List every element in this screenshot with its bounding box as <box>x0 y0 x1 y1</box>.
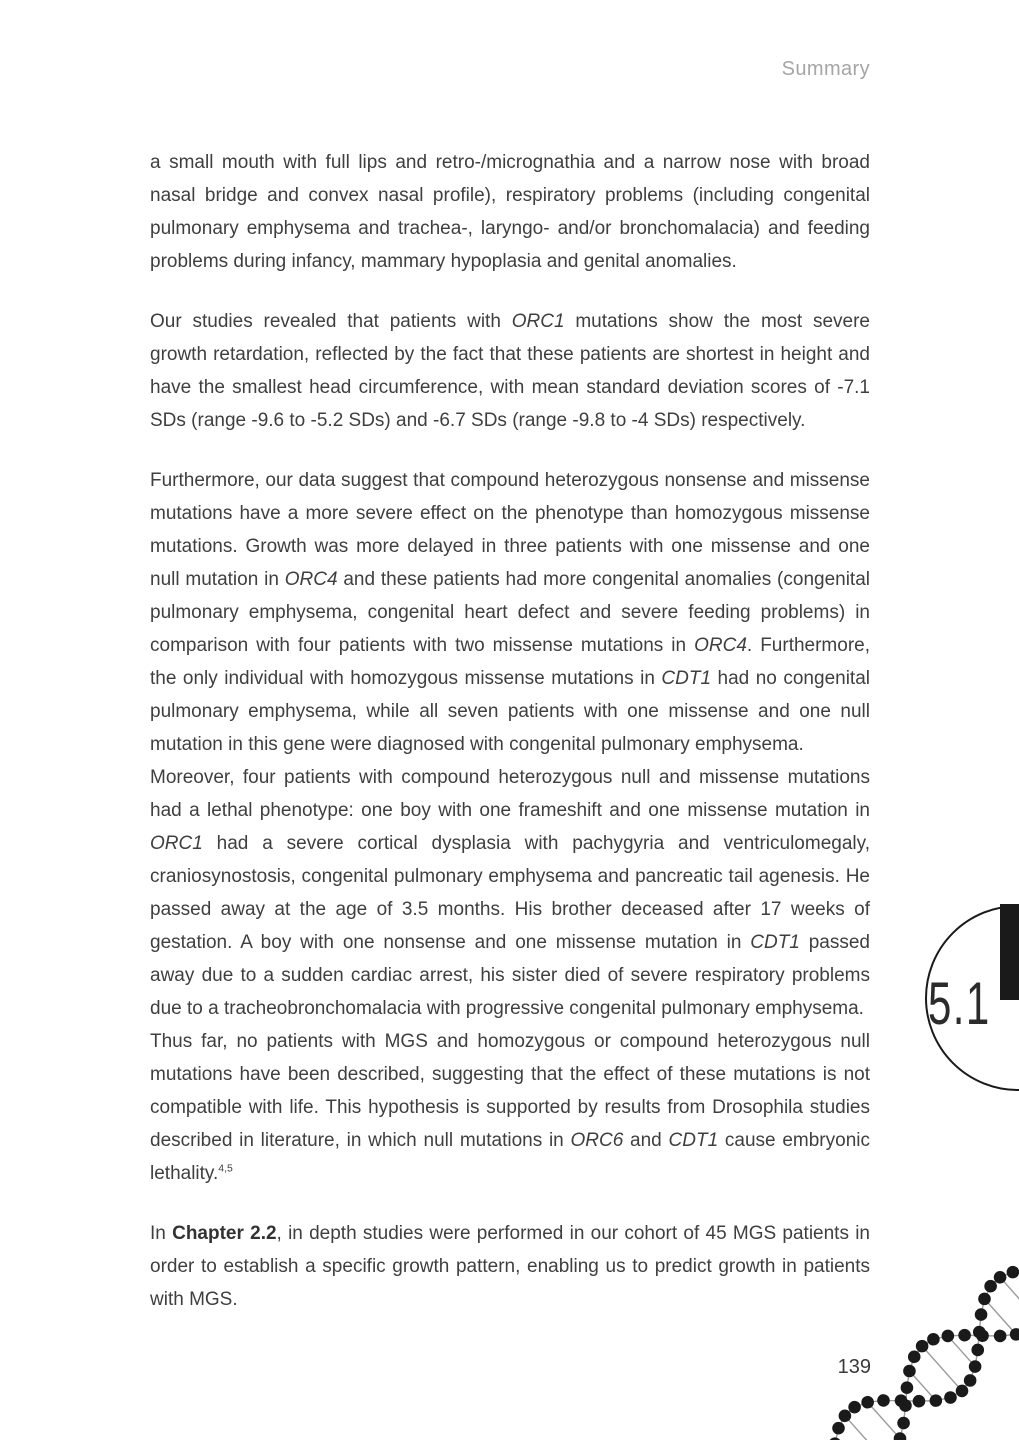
paragraph: Furthermore, our data suggest that compound heterozygous nonsense and missense mutations have a more severe effect on the phenotype than homozygous missense mutations. Growth was more delayed in three patients with one missense and one null mutation in ORC4 and these patients had more congenital anomalies (congenital pulmonary emphysema, congenital heart defect and severe feeding problems) in comparison with four patients with two missense mutations in ORC4. Furthermore, the only individual with homozygous missense mutations in CDT1 had no congenital pulmonary emphysema, while all seven patients with one missense and one null mutation in this gene were diagnosed with congenital pulmonary emphysema. <box>150 470 871 755</box>
page-number: 139 <box>837 1356 871 1378</box>
paragraph: Thus far, no patients with MGS and homozygous or compound heterozygous null mutations have been described, suggesting that the effect of these mutations is not compatible with life. This hypothesis is supported by results from Drosophila studies described in literature, in which null mutations in ORC6 and CDT1 cause embryonic lethality.$^{4,5}$ <box>150 1031 870 1184</box>
dna-helix-icon <box>679 1180 1019 1440</box>
paragraph: a small mouth with full lips and retro-/micrognathia and a narrow nose with broad nasal bridge and convex nasal profile), respiratory problems (including congenital pulmonary emphysema and trachea-, laryngo- and/or bronchomalacia) and feeding problems during infancy, mammary hypoplasia and genital anomalies. <box>150 152 870 272</box>
paragraph: Our studies revealed that patients with ORC1 mutations show the most severe growth retardation, reflected by the fact that these patients are shortest in height and have the smallest head circumference, with mean standard deviation scores of -7.1 SDs (range -9.6 to -5.2 SDs) and -6.7 SDs (range -9.8 to -4 SDs) respectively. <box>150 311 870 431</box>
running-header: Summary <box>781 58 870 80</box>
paragraph: In Chapter 2.2, in depth studies were performed in our cohort of 45 MGS patients in order to establish a specific growth pattern, enabling us to predict growth in patients with MGS. <box>150 1223 870 1310</box>
chapter-badge-tab <box>1000 904 1019 1000</box>
chapter-badge-number: 5.1 <box>928 970 991 1037</box>
paragraph: Moreover, four patients with compound heterozygous null and missense mutations had a lethal phenotype: one boy with one frameshift and one missense mutation in ORC1 had a severe cortical dysplasia with pachygyria and ventriculomegaly, craniosynostosis, congenital pulmonary emphysema and pancreatic tail agenesis. He passed away at the age of 3.5 months. His brother deceased after 17 weeks of gestation. A boy with one nonsense and one missense mutation in CDT1 passed away due to a sudden cardiac arrest, his sister died of severe respiratory problems due to a tracheobronchomalacia with progressive congenital pulmonary emphysema. <box>150 767 871 1019</box>
body-text <box>150 146 870 1316</box>
